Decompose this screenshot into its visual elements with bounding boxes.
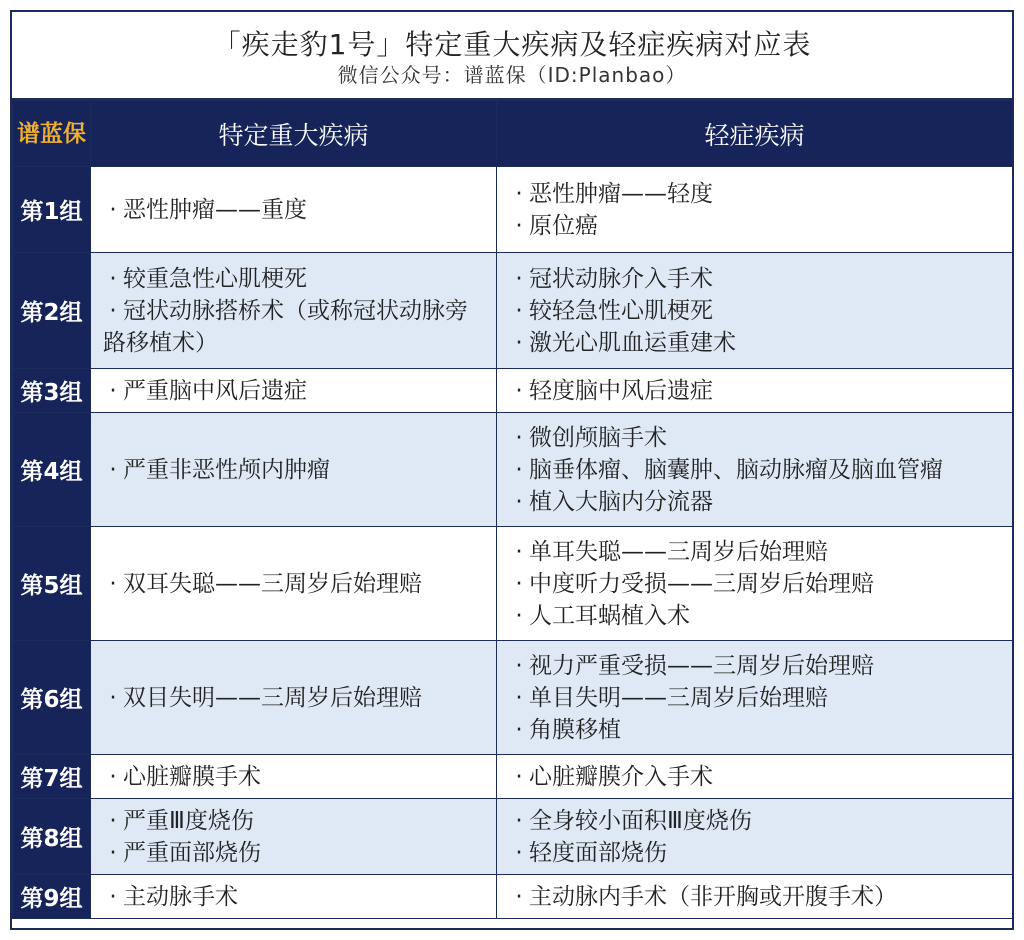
minor-disease-item xyxy=(509,761,1006,793)
bullet-icon: · xyxy=(515,180,523,207)
minor-disease-item xyxy=(509,650,1006,682)
table-header-row xyxy=(13,101,1013,167)
table-frame xyxy=(10,10,1014,930)
title-box xyxy=(12,12,1012,100)
minor-disease-text: 原位癌 xyxy=(529,212,598,239)
bullet-icon: · xyxy=(109,570,117,597)
group-label: 第4组 xyxy=(13,413,91,527)
major-disease-item xyxy=(103,295,490,359)
minor-disease-item xyxy=(509,454,1006,486)
minor-disease-text: 主动脉内手术（非开胸或开腹手术） xyxy=(529,883,897,910)
minor-disease-text: 心脏瓣膜介入手术 xyxy=(529,763,713,790)
minor-disease-text: 中度听力受损——三周岁后始理赔 xyxy=(529,570,874,597)
major-disease-text: 双耳失聪——三周岁后始理赔 xyxy=(123,570,422,597)
major-disease-item xyxy=(103,454,490,486)
group-label: 第2组 xyxy=(13,253,91,369)
minor-disease-item xyxy=(509,178,1006,210)
bullet-icon: · xyxy=(515,684,523,711)
bullet-icon: · xyxy=(515,883,523,910)
major-disease-text: 冠状动脉搭桥术（或称冠状动脉旁路移植术） xyxy=(103,297,468,356)
table-row xyxy=(13,253,1013,369)
bullet-icon: · xyxy=(515,538,523,565)
brand-header: 谱蓝保 xyxy=(13,101,91,167)
minor-disease-cell xyxy=(497,253,1013,369)
minor-disease-item xyxy=(509,714,1006,746)
bullet-icon: · xyxy=(515,652,523,679)
table-row xyxy=(13,369,1013,413)
major-disease-item xyxy=(103,568,490,600)
major-disease-text: 双目失明——三周岁后始理赔 xyxy=(123,684,422,711)
major-disease-cell xyxy=(91,369,497,413)
major-disease-text: 心脏瓣膜手术 xyxy=(123,763,261,790)
minor-disease-cell xyxy=(497,799,1013,875)
bullet-icon: · xyxy=(109,763,117,790)
major-disease-item xyxy=(103,682,490,714)
minor-disease-cell xyxy=(497,369,1013,413)
minor-disease-item xyxy=(509,422,1006,454)
major-disease-cell xyxy=(91,527,497,641)
minor-disease-text: 视力严重受损——三周岁后始理赔 xyxy=(529,652,874,679)
bullet-icon: · xyxy=(109,839,117,866)
minor-disease-cell xyxy=(497,527,1013,641)
minor-disease-item xyxy=(509,375,1006,407)
table-row xyxy=(13,799,1013,875)
bullet-icon: · xyxy=(515,297,523,324)
minor-disease-text: 脑垂体瘤、脑囊肿、脑动脉瘤及脑血管瘤 xyxy=(529,456,943,483)
bullet-icon: · xyxy=(515,807,523,834)
minor-disease-cell xyxy=(497,875,1013,919)
page-subtitle: 微信公众号：谱蓝保（ID:Planbao） xyxy=(337,63,687,87)
table-row xyxy=(13,527,1013,641)
minor-disease-item xyxy=(509,682,1006,714)
group-label: 第5组 xyxy=(13,527,91,641)
minor-disease-text: 人工耳蜗植入术 xyxy=(529,602,690,629)
table-row xyxy=(13,413,1013,527)
minor-disease-text: 植入大脑内分流器 xyxy=(529,488,713,515)
major-disease-text: 主动脉手术 xyxy=(123,883,238,910)
minor-disease-item xyxy=(509,486,1006,518)
bullet-icon: · xyxy=(109,297,117,324)
group-label: 第8组 xyxy=(13,799,91,875)
bullet-icon: · xyxy=(515,839,523,866)
bullet-icon: · xyxy=(109,684,117,711)
minor-disease-item xyxy=(509,210,1006,242)
bullet-icon: · xyxy=(515,377,523,404)
major-disease-item xyxy=(103,375,490,407)
page-title: 「疾走豹1号」特定重大疾病及轻症疾病对应表 xyxy=(212,28,812,61)
minor-disease-item xyxy=(509,881,1006,913)
minor-disease-cell xyxy=(497,167,1013,253)
major-disease-text: 严重脑中风后遗症 xyxy=(123,377,307,404)
major-disease-cell xyxy=(91,641,497,755)
major-disease-text: 严重面部烧伤 xyxy=(123,839,261,866)
bullet-icon: · xyxy=(515,716,523,743)
major-disease-item xyxy=(103,761,490,793)
major-disease-item xyxy=(103,194,490,226)
major-disease-cell xyxy=(91,799,497,875)
major-disease-item xyxy=(103,837,490,869)
minor-disease-item xyxy=(509,837,1006,869)
bullet-icon: · xyxy=(515,602,523,629)
minor-disease-item xyxy=(509,600,1006,632)
major-disease-text: 较重急性心肌梗死 xyxy=(123,265,307,292)
bullet-icon: · xyxy=(515,265,523,292)
table-body xyxy=(13,167,1013,919)
table-row xyxy=(13,755,1013,799)
major-disease-text: 恶性肿瘤——重度 xyxy=(123,196,307,223)
minor-disease-text: 全身较小面积Ⅲ度烧伤 xyxy=(529,807,752,834)
minor-disease-text: 轻度面部烧伤 xyxy=(529,839,667,866)
minor-disease-text: 较轻急性心肌梗死 xyxy=(529,297,713,324)
major-disease-text: 严重非恶性颅内肿瘤 xyxy=(123,456,330,483)
bullet-icon: · xyxy=(515,212,523,239)
minor-disease-text: 单目失明——三周岁后始理赔 xyxy=(529,684,828,711)
minor-disease-item xyxy=(509,805,1006,837)
group-label: 第9组 xyxy=(13,875,91,919)
disease-table xyxy=(12,100,1013,919)
major-disease-cell xyxy=(91,253,497,369)
bullet-icon: · xyxy=(109,377,117,404)
minor-disease-item xyxy=(509,568,1006,600)
bullet-icon: · xyxy=(109,807,117,834)
minor-disease-item xyxy=(509,263,1006,295)
bullet-icon: · xyxy=(515,763,523,790)
major-disease-item xyxy=(103,263,490,295)
bullet-icon: · xyxy=(515,570,523,597)
bullet-icon: · xyxy=(109,456,117,483)
bullet-icon: · xyxy=(515,488,523,515)
group-label: 第3组 xyxy=(13,369,91,413)
bullet-icon: · xyxy=(109,265,117,292)
minor-disease-text: 微创颅脑手术 xyxy=(529,424,667,451)
table-row xyxy=(13,167,1013,253)
major-disease-cell xyxy=(91,755,497,799)
group-label: 第6组 xyxy=(13,641,91,755)
major-disease-text: 严重Ⅲ度烧伤 xyxy=(123,807,254,834)
bullet-icon: · xyxy=(515,456,523,483)
major-disease-cell xyxy=(91,167,497,253)
bullet-icon: · xyxy=(515,424,523,451)
table-row xyxy=(13,641,1013,755)
minor-disease-header: 轻症疾病 xyxy=(497,101,1013,167)
major-disease-item xyxy=(103,805,490,837)
minor-disease-text: 角膜移植 xyxy=(529,716,621,743)
minor-disease-cell xyxy=(497,755,1013,799)
minor-disease-item xyxy=(509,327,1006,359)
minor-disease-text: 单耳失聪——三周岁后始理赔 xyxy=(529,538,828,565)
major-disease-item xyxy=(103,881,490,913)
bullet-icon: · xyxy=(109,883,117,910)
minor-disease-cell xyxy=(497,641,1013,755)
minor-disease-text: 轻度脑中风后遗症 xyxy=(529,377,713,404)
minor-disease-text: 冠状动脉介入手术 xyxy=(529,265,713,292)
minor-disease-cell xyxy=(497,413,1013,527)
group-label: 第1组 xyxy=(13,167,91,253)
bullet-icon: · xyxy=(515,329,523,356)
group-label: 第7组 xyxy=(13,755,91,799)
minor-disease-item xyxy=(509,536,1006,568)
major-disease-cell xyxy=(91,875,497,919)
bullet-icon: · xyxy=(109,196,117,223)
major-disease-cell xyxy=(91,413,497,527)
major-disease-header: 特定重大疾病 xyxy=(91,101,497,167)
table-row xyxy=(13,875,1013,919)
minor-disease-item xyxy=(509,295,1006,327)
minor-disease-text: 恶性肿瘤——轻度 xyxy=(529,180,713,207)
minor-disease-text: 激光心肌血运重建术 xyxy=(529,329,736,356)
